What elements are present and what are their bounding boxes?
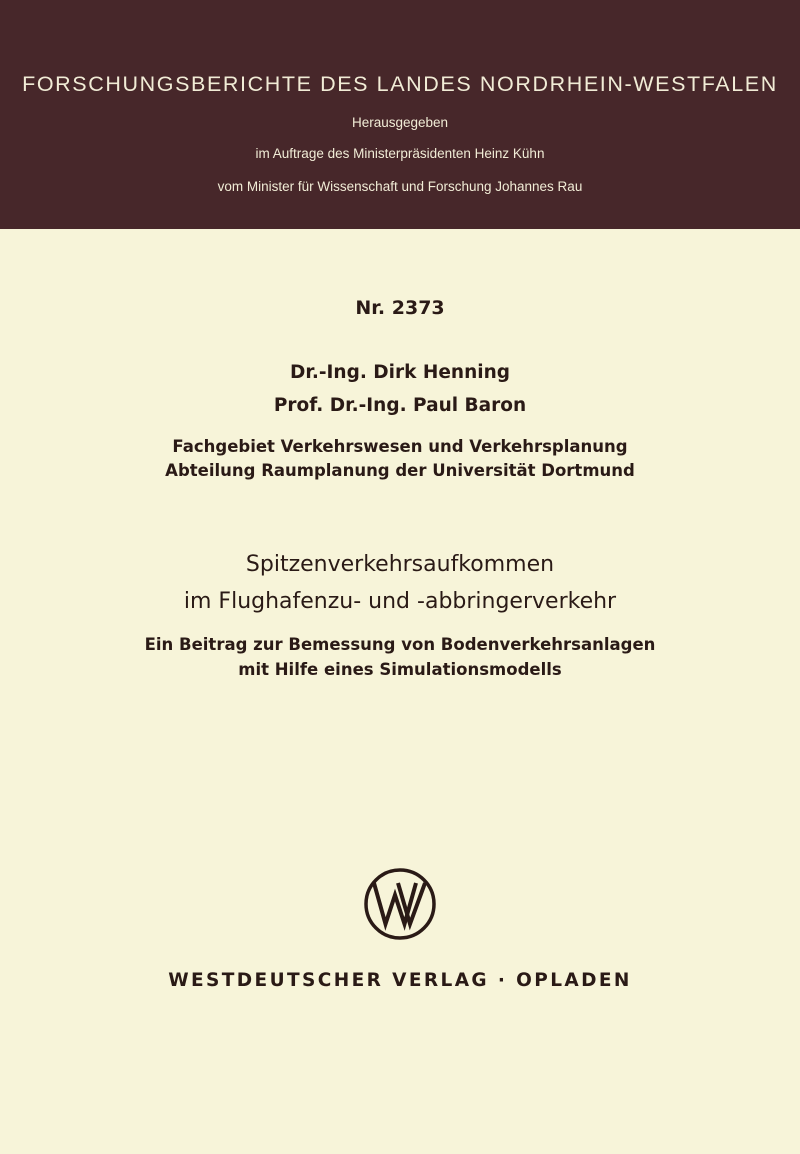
series-banner — [0, 0, 800, 229]
report-number: Nr. 2373 — [355, 297, 445, 319]
commission-line: im Auftrage des Ministerpräsidenten Heinz Kühn — [255, 146, 545, 161]
subtitle-line-2: mit Hilfe eines Simulationsmodells — [238, 660, 562, 679]
publisher-imprint: WESTDEUTSCHER VERLAG · OPLADEN — [168, 970, 632, 991]
editor-line: Herausgegeben — [351, 115, 449, 130]
title-line-1: Spitzenverkehrsaufkommen — [245, 552, 555, 577]
subtitle-line-1: Ein Beitrag zur Bemessung von Bodenverkehrsanlagen — [144, 635, 656, 654]
wv-publisher-logo-icon — [362, 866, 438, 942]
ministry-line: vom Minister für Wissenschaft und Forschung Johannes Rau — [217, 179, 583, 194]
institution-line-1: Fachgebiet Verkehrswesen und Verkehrsplanung — [172, 437, 628, 456]
institution-line-2: Abteilung Raumplanung der Universität Dortmund — [165, 461, 635, 480]
author-2: Prof. Dr.-Ing. Paul Baron — [273, 395, 527, 416]
title-line-2: im Flughafenzu- und -abbringerverkehr — [183, 589, 617, 614]
author-1: Dr.-Ing. Dirk Henning — [289, 362, 510, 383]
series-title: FORSCHUNGSBERICHTE DES LANDES NORDRHEIN-WESTFALEN — [22, 72, 778, 96]
